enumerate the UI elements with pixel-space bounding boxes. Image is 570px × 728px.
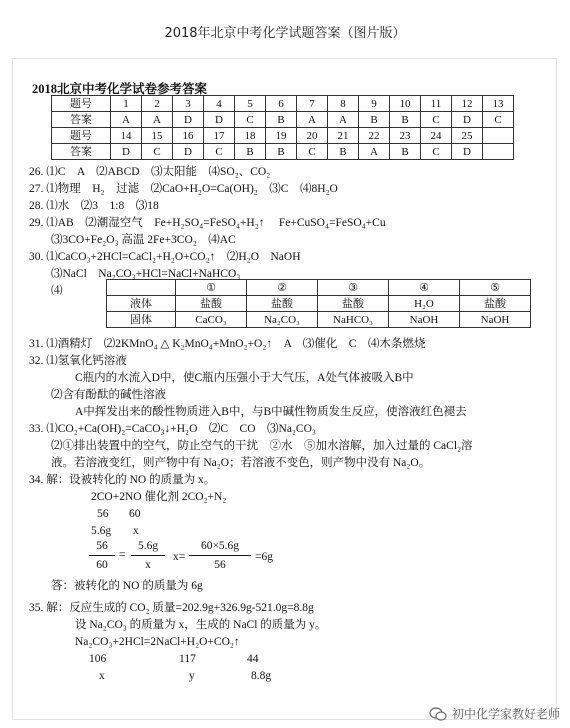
table-cell: 20: [297, 128, 328, 144]
table-row: [52, 144, 514, 160]
answer-34-equation: 2CO+2NO 催化剂 2CO₂+N₂: [91, 491, 227, 503]
table-cell: C: [204, 144, 235, 160]
answer-29-line2: ⑶3CO+Fe₂O₃ 高温 2Fe+3CO₂ ⑷AC: [51, 234, 236, 246]
fraction-2-denominator: x: [145, 559, 151, 571]
table-cell: 2: [142, 96, 173, 112]
table-cell: 盐酸: [247, 296, 318, 312]
table-row: [52, 128, 514, 144]
table-cell: B: [235, 144, 266, 160]
table-cell: H₂O: [389, 296, 460, 312]
answer-35-line2: 设 Na₂CO₃ 的质量为 x，生成的 NaCl 的质量为 y。: [75, 619, 327, 631]
table-header: ①: [176, 280, 247, 296]
table-cell: 盐酸: [460, 296, 531, 312]
table-cell: Na₂CO₃: [247, 312, 318, 328]
table-cell: 7: [297, 96, 328, 112]
table-cell: B: [390, 112, 421, 128]
table-cell: B: [390, 144, 421, 160]
table-cell: 25: [452, 128, 483, 144]
table-cell: 固体: [107, 312, 176, 328]
equals-sign: =: [119, 549, 126, 561]
answer-document-image: [12, 58, 557, 720]
table-cell: A: [328, 112, 359, 128]
answer-30-line1: 30. ⑴CaCO₃+2HCl=CaCl₂+H₂O+CO₂↑ ⑵H₂O NaOH: [29, 251, 301, 263]
table-cell: B: [266, 112, 297, 128]
fraction-1-numerator: 56: [96, 540, 108, 552]
row-label: 答案: [52, 112, 111, 128]
answer-35-equation: Na₂CO₃+2HCl=2NaCl+H₂O+CO₂↑: [75, 636, 240, 648]
table-cell: D: [204, 112, 235, 128]
table-header: ④: [389, 280, 460, 296]
table-cell: A: [359, 144, 390, 160]
table-cell: 21: [328, 128, 359, 144]
answer-26: 26. ⑴C A ⑵ABCD ⑶太阳能 ⑷SO₂、CO₂: [29, 166, 271, 178]
answer-28: 28. ⑴水 ⑵3 1:8 ⑶18: [29, 200, 159, 212]
table-cell: 3: [173, 96, 204, 112]
table-header: ⑤: [460, 280, 531, 296]
answer-32-line1: 32. ⑴氢氧化钙溶液: [29, 355, 127, 367]
table-cell: A: [142, 112, 173, 128]
answer-30-line3: ⑷: [51, 285, 63, 297]
table-row: [107, 312, 531, 328]
table-cell: D: [111, 144, 142, 160]
table-cell: CaCO₃: [176, 312, 247, 328]
table-cell: C: [297, 144, 328, 160]
table-cell: 22: [359, 128, 390, 144]
table-cell: 10: [390, 96, 421, 112]
table-cell: A: [111, 112, 142, 128]
answer-33-line3: 液。若溶液变红，则产物中有 Na₂O；若溶液不变色，则产物中没有 Na₂O。: [51, 457, 431, 469]
table-cell: 23: [390, 128, 421, 144]
watermark: [429, 705, 560, 722]
watermark-text: 初中化学家教好老师: [451, 707, 560, 721]
row-label: 答案: [52, 144, 111, 160]
table-cell: 液体: [107, 296, 176, 312]
fraction-result: =6g: [255, 551, 273, 563]
fraction-bar: [89, 555, 115, 556]
fraction-bar: [189, 555, 251, 556]
answer-34-value-5.6g: 5.6g: [91, 525, 112, 537]
row-label: 题号: [52, 96, 111, 112]
answer-32-line3: ⑵含有酚酞的碱性溶液: [51, 389, 166, 401]
row-label: 题号: [52, 128, 111, 144]
table-cell: 9: [359, 96, 390, 112]
table-cell: 15: [142, 128, 173, 144]
answer-35-mass-44: 44: [247, 653, 259, 665]
fraction-2-numerator: 5.6g: [137, 540, 159, 552]
answer-34-mass-60: 60: [129, 508, 141, 520]
table-cell: B: [359, 112, 390, 128]
table-header: ③: [318, 280, 389, 296]
table-header: [107, 280, 176, 296]
table-cell: 4: [204, 96, 235, 112]
table-cell: D: [173, 144, 204, 160]
table-cell: B: [266, 144, 297, 160]
table-cell: 14: [111, 128, 142, 144]
table-cell: 19: [266, 128, 297, 144]
answer-35-line1: 35. 解：反应生成的 CO₂ 质量=202.9g+326.9g-521.0g=8.8g: [29, 602, 314, 614]
table-cell: C: [421, 144, 452, 160]
answer-32-line2: C瓶内的水流入D中，使C瓶内压强小于大气压，A处气体被吸入B中: [75, 372, 414, 384]
table-cell: D: [452, 144, 483, 160]
answer-27: 27. ⑴物理 H₂ 过滤 ⑵CaO+H₂O=Ca(OH)₂ ⑶C ⑷8H₂O: [29, 183, 338, 195]
answer-31: 31. ⑴酒精灯 ⑵2KMnO₄ △ K₂MnO₄+MnO₂+O₂↑ A ⑶催化 C ⑷木条燃烧: [29, 338, 426, 350]
page-title: 2018年北京中考化学试题答案（图片版）: [164, 26, 406, 41]
table-cell: 盐酸: [318, 296, 389, 312]
table-cell: 13: [483, 96, 514, 112]
table-row: [52, 112, 514, 128]
table-cell: D: [452, 112, 483, 128]
table-cell: NaOH: [460, 312, 531, 328]
table-cell: 16: [173, 128, 204, 144]
table-cell: C: [421, 112, 452, 128]
answer-34-value-x: x: [133, 525, 139, 537]
table-cell: C: [142, 144, 173, 160]
answer-34-mass-56: 56: [97, 508, 109, 520]
answer-33-line2: ⑵①排出装置中的空气，防止空气的干扰 ②水 ⑤加水溶解，加入过量的 CaCl₂溶: [51, 440, 473, 452]
wechat-icon: [429, 707, 447, 721]
answer-33-line1: 33. ⑴CO₂+Ca(OH)₂=CaCO₃↓+H₂O ⑵C CO ⑶Na₂CO₃: [29, 423, 316, 435]
table-cell: 5: [235, 96, 266, 112]
answer-35-value-8.8g: 8.8g: [251, 670, 272, 682]
answer-35-mass-106: 106: [89, 653, 107, 665]
table-cell: NaHCO₃: [318, 312, 389, 328]
table-cell: 11: [421, 96, 452, 112]
x-equals: x=: [173, 551, 186, 563]
table-cell: A: [297, 112, 328, 128]
table-cell: 17: [204, 128, 235, 144]
answer-35-var-y: y: [189, 670, 195, 682]
table-cell: 盐酸: [176, 296, 247, 312]
document-title: 2018北京中考化学试卷参考答案: [32, 82, 208, 96]
fraction-bar: [131, 555, 165, 556]
q30-experiment-table: [106, 279, 531, 328]
table-cell: 6: [266, 96, 297, 112]
table-cell: D: [173, 112, 204, 128]
answer-key-table: [51, 95, 514, 160]
table-cell: NaOH: [389, 312, 460, 328]
answer-34-line1: 34. 解：设被转化的 NO 的质量为 x。: [29, 474, 216, 486]
answer-29-line1: 29. ⑴AB ⑵潮湿空气 Fe+H₂SO₄=FeSO₄+H₂↑ Fe+CuSO₄=FeSO₄+Cu: [29, 217, 386, 229]
table-header: ②: [247, 280, 318, 296]
table-cell: 18: [235, 128, 266, 144]
answer-34-conclusion: 答：被转化的 NO 的质量为 6g: [51, 580, 203, 592]
table-row: [107, 296, 531, 312]
answer-35-var-x: x: [99, 670, 105, 682]
fraction-3-denominator: 56: [214, 559, 226, 571]
table-cell: [483, 128, 514, 144]
answer-32-line4: A中挥发出来的酸性物质进入B中，与B中碱性物质发生反应，使溶液红色褪去: [75, 406, 467, 418]
table-cell: 1: [111, 96, 142, 112]
table-cell: 8: [328, 96, 359, 112]
table-row: [107, 280, 531, 296]
answer-35-mass-117: 117: [179, 653, 196, 665]
fraction-1-denominator: 60: [96, 559, 108, 571]
table-cell: [483, 144, 514, 160]
table-cell: 12: [452, 96, 483, 112]
table-cell: C: [235, 112, 266, 128]
table-cell: B: [328, 144, 359, 160]
table-row: [52, 96, 514, 112]
fraction-3-numerator: 60×5.6g: [200, 540, 240, 552]
table-cell: C: [483, 112, 514, 128]
table-cell: 24: [421, 128, 452, 144]
answer-30-line2: ⑶NaCl Na₂CO₃+HCl=NaCl+NaHCO₃: [51, 268, 241, 280]
